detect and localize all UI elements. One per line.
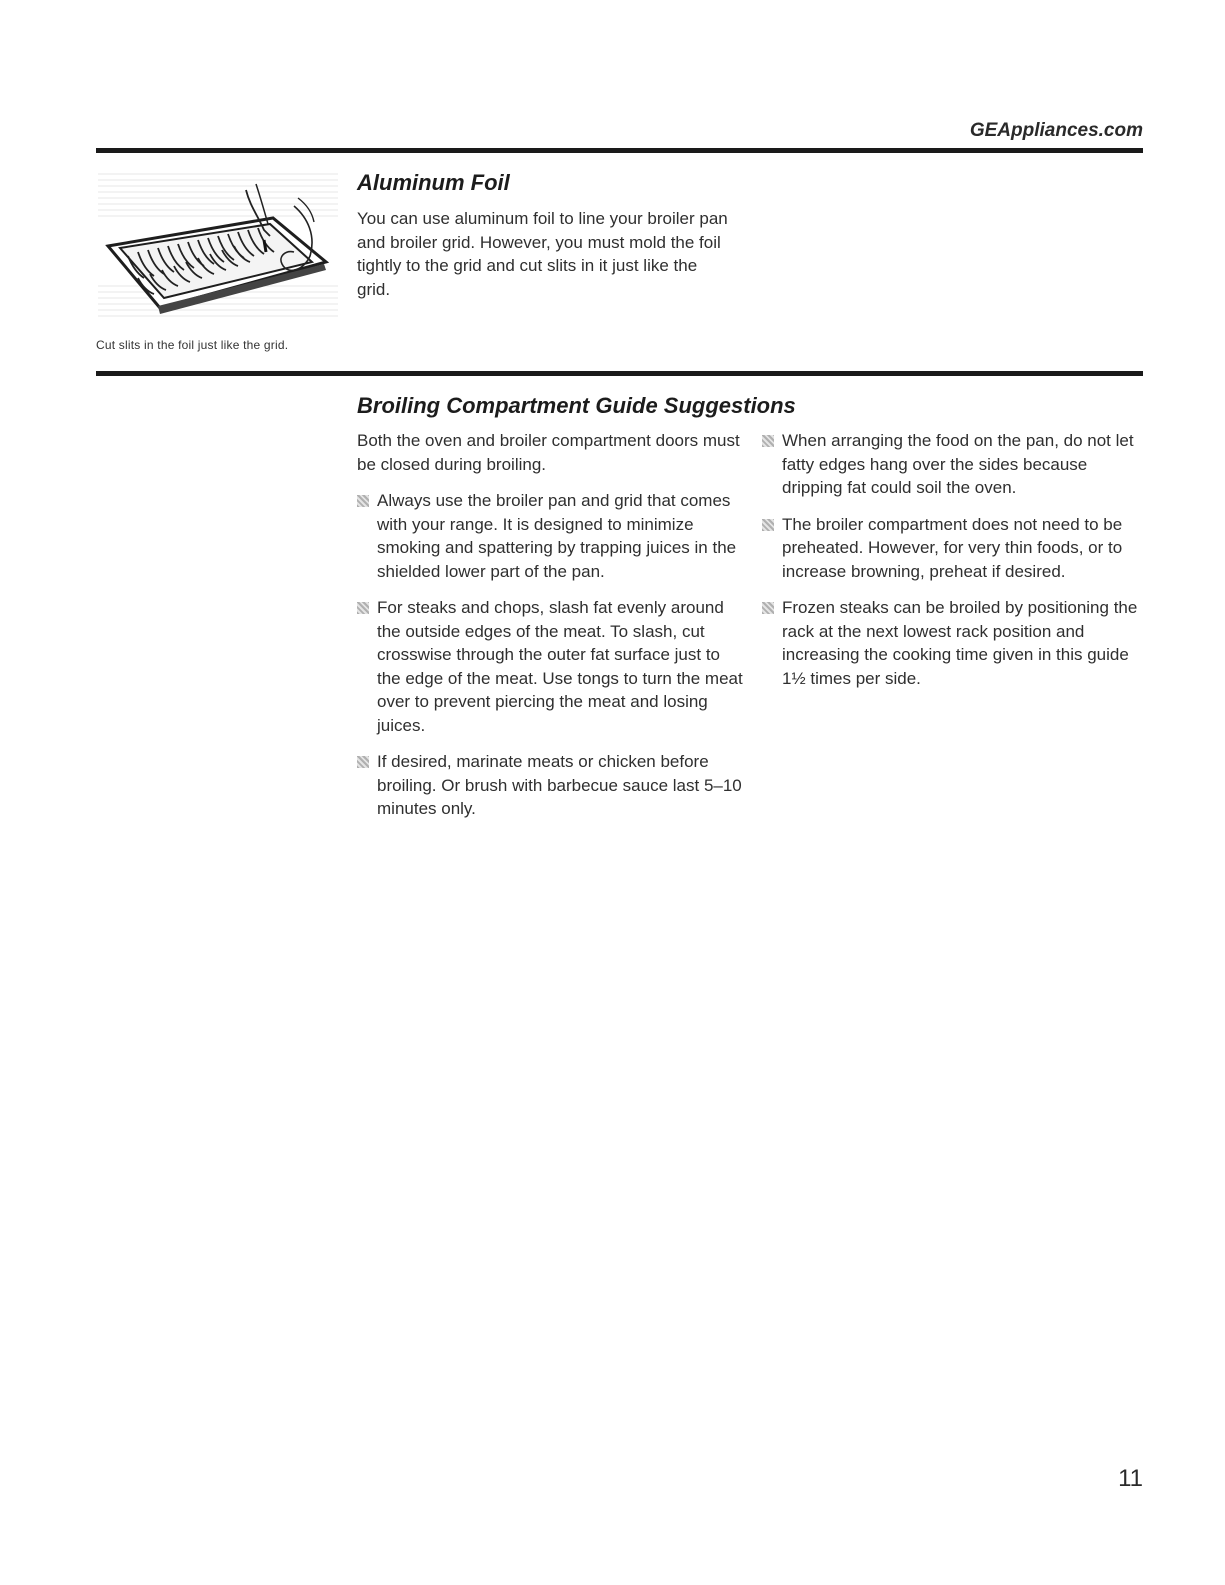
list-item xyxy=(357,596,747,737)
bullet-text: When arranging the food on the pan, do not let fatty edges hang over the sides because dripping fat could soil the oven. xyxy=(782,431,1134,497)
section-divider xyxy=(96,371,1143,376)
broiling-guide-heading: Broiling Compartment Guide Suggestions xyxy=(357,393,796,418)
bullet-icon xyxy=(357,602,369,614)
guide-right-column xyxy=(762,429,1147,703)
page-number: 11 xyxy=(1118,1465,1143,1492)
bullet-icon xyxy=(357,756,369,768)
guide-left-column xyxy=(357,429,747,834)
bullet-text: Always use the broiler pan and grid that comes with your range. It is designed to minimize smoking and spattering by trapping juices in the shielded lower part of the pan. xyxy=(377,491,737,581)
bullet-text: Frozen steaks can be broiled by positioning the rack at the next lowest rack position and increasing the cooking time given in this guide 1½ times per side. xyxy=(782,598,1138,688)
list-item xyxy=(357,750,747,821)
list-item xyxy=(762,429,1147,500)
bullet-text: For steaks and chops, slash fat evenly around the outside edges of the meat. To slash, cut crosswise through the outer fat surface just to the edge of the meat. Use tongs to turn the meat over to prevent piercing the meat and losing juices. xyxy=(377,598,743,735)
bullet-icon xyxy=(357,495,369,507)
aluminum-foil-text: You can use aluminum foil to line your broiler pan and broiler grid. However, you must mold the foil tightly to the grid and cut slits in it just like the grid. xyxy=(357,209,728,299)
guide-intro: Both the oven and broiler compartment doors must be closed during broiling. xyxy=(357,431,740,474)
bullet-icon xyxy=(762,435,774,447)
list-item xyxy=(762,596,1147,690)
broiler-pan-foil-illustration xyxy=(98,166,338,326)
list-item xyxy=(357,489,747,583)
aluminum-foil-heading: Aluminum Foil xyxy=(357,170,510,195)
bullet-icon xyxy=(762,519,774,531)
bullet-text: If desired, marinate meats or chicken before broiling. Or brush with barbecue sauce last 5–10 minutes only. xyxy=(377,752,742,818)
bullet-text: The broiler compartment does not need to be preheated. However, for very thin foods, or to increase browning, preheat if desired. xyxy=(782,514,1123,581)
website-url: GEAppliances.com xyxy=(969,120,1143,141)
image-caption: Cut slits in the foil just like the grid. xyxy=(96,338,289,352)
bullet-icon xyxy=(762,602,774,614)
top-divider xyxy=(96,148,1143,153)
list-item xyxy=(762,513,1147,584)
